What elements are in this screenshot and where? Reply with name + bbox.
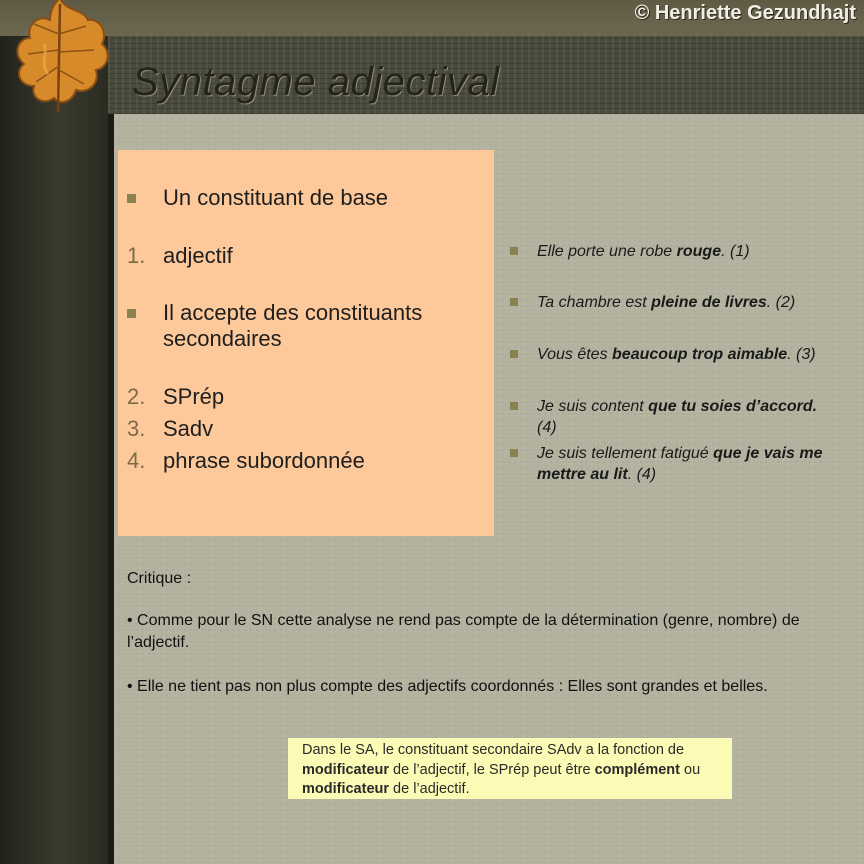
list-item-text: phrase subordonnée <box>163 448 365 473</box>
example-text: Ta chambre est pleine de livres. (2) <box>537 294 796 311</box>
bullet-square-icon <box>510 350 518 358</box>
example-item <box>510 443 862 485</box>
list-number: 4. <box>127 448 146 473</box>
example-text: Je suis tellement fatigué que je vais me mettre au lit. (4) <box>537 445 823 483</box>
list-number: 3. <box>127 416 146 441</box>
note-box: Dans le SA, le constituant secondaire SAdv a la fonction de modificateur de l’adjectif, le SPrép peut être complément ou modificateur de l’adjectif. <box>288 738 732 799</box>
critique-point: • Elle ne tient pas non plus compte des adjectifs coordonnés : Elles sont grandes et belles. <box>127 678 768 695</box>
example-text: Vous êtes beaucoup trop aimable. (3) <box>537 346 816 363</box>
list-item-text: adjectif <box>163 243 233 268</box>
list-item <box>127 185 388 211</box>
example-item <box>510 396 840 438</box>
list-number: 2. <box>127 384 146 409</box>
bullet-square-icon <box>127 194 136 203</box>
critique-point: • Comme pour le SN cette analyse ne rend pas compte de la détermination (genre, nombre) de l’adjectif. <box>127 612 800 651</box>
bullet-square-icon <box>510 247 518 255</box>
example-text: Elle porte une robe rouge. (1) <box>537 243 750 260</box>
bullet-square-icon <box>510 449 518 457</box>
slide-title: Syntagme adjectival <box>132 60 500 104</box>
bullet-square-icon <box>510 298 518 306</box>
autumn-leaf-icon <box>4 0 116 119</box>
list-item-text: Un constituant de base <box>163 185 389 210</box>
list-item <box>127 416 213 442</box>
list-item <box>127 448 365 474</box>
example-text: Je suis content que tu soies d’accord. (4) <box>537 398 818 436</box>
list-item-text: Sadv <box>163 416 214 441</box>
list-number: 1. <box>127 243 146 268</box>
bullet-square-icon <box>127 309 136 318</box>
list-item-text: Il accepte des constituants secondaires <box>163 300 423 351</box>
list-item <box>127 384 224 410</box>
example-item <box>510 344 860 365</box>
example-item <box>510 241 860 262</box>
list-item <box>127 300 487 352</box>
example-item <box>510 292 860 313</box>
critique-heading: Critique : <box>127 570 192 587</box>
left-decorative-strip <box>0 0 108 864</box>
copyright-text: © Henriette Gezundhajt <box>634 2 856 24</box>
list-item <box>127 243 233 269</box>
bullet-square-icon <box>510 402 518 410</box>
list-item-text: SPrép <box>163 384 225 409</box>
